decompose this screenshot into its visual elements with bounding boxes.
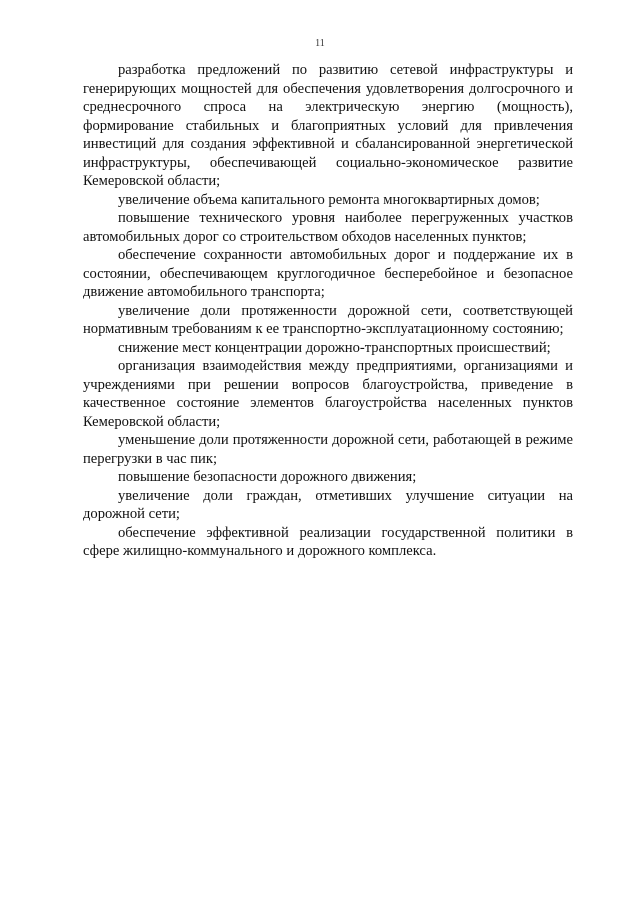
paragraph-state-policy: обеспечение эффективной реализации государственной политики в сфере жилищно-коммунального и дорожного комплекса. [83, 524, 573, 559]
document-body [83, 61, 573, 561]
paragraph-overload-reduction: уменьшение доли протяженности дорожной сети, работающей в режиме перегрузки в час пик; [83, 432, 573, 467]
paragraph-traffic-safety: повышение безопасности дорожного движения; [118, 469, 417, 485]
paragraph-capital-repair: увеличение объема капитального ремонта многоквартирных домов; [118, 191, 540, 208]
paragraph-road-technical-level: повышение технического уровня наиболее перегруженных участков автомобильных дорог со строительством обходов населенных пунктов; [83, 210, 573, 245]
paragraph-road-network-share: увеличение доли протяженности дорожной сети, соответствующей нормативным требованиям к ее транспортно-эксплуатационному состоянию; [83, 302, 573, 337]
paragraph-road-preservation: обеспечение сохранности автомобильных дорог и поддержание их в состоянии, обеспечивающем круглогодичное бесперебойное и безопасное движение автомобильного транспорта; [83, 247, 573, 300]
page-number: 11 [315, 38, 325, 49]
paragraph-infrastructure: разработка предложений по развитию сетевой инфраструктуры и генерирующих мощностей для обеспечения удовлетворения долгосрочного и среднесрочного спроса на электрическую энергию (мощность), формирование стабильных и благоприятных условий для привлечения инвестиций для создания эффективной и сбалансированной энергетической инфраструктуры, обеспечивающей социально-экономическое развитие Кемеровской области; [83, 62, 573, 189]
paragraph-accident-reduction: снижение мест концентрации дорожно-транспортных происшествий; [118, 339, 551, 356]
paragraph-citizen-share: увеличение доли граждан, отметивших улучшение ситуации на дорожной сети; [83, 487, 573, 522]
paragraph-landscaping: организация взаимодействия между предприятиями, организациями и учреждениями при решении вопросов благоустройства, приведение в качественное состояние элементов благоустройства населенных пунктов Кемеровской области; [83, 358, 573, 430]
